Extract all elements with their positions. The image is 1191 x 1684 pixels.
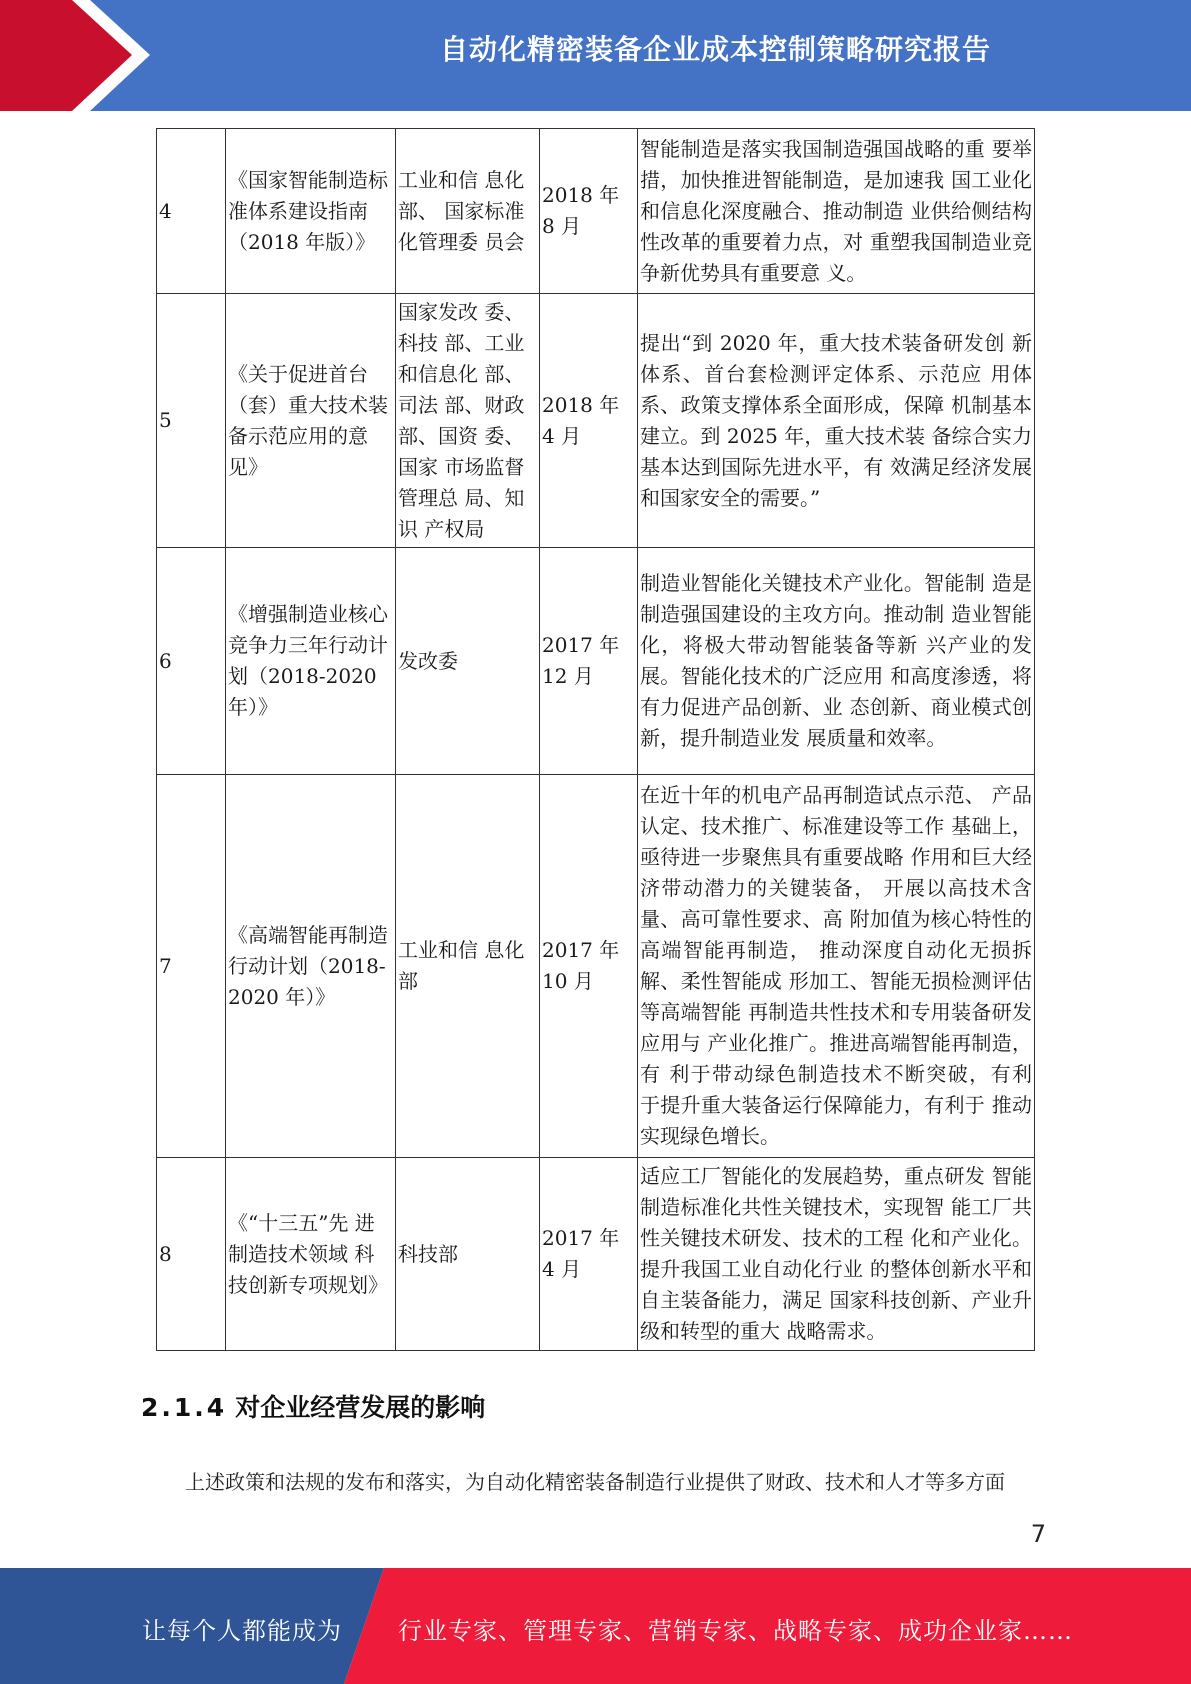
row-number: 8: [157, 1158, 226, 1351]
issue-date: 2017 年 10 月: [540, 775, 638, 1158]
page-number: 7: [1030, 1520, 1046, 1548]
table-row: [157, 1158, 1035, 1351]
policy-description: 制造业智能化关键技术产业化。智能制 造是制造强国建设的主攻方向。推动制 造业智能化，将极大带动智能装备等新 兴产业的发展。智能化技术的广泛应用 和高度渗透，将有力促进产品创新、业 态创新、商业模式创新，提升制造业发 展质量和效率。: [638, 548, 1035, 775]
policy-name: 《高端智能再制造行动计划（2018-2020 年）》: [226, 775, 396, 1158]
section-heading: [141, 1388, 485, 1424]
page-footer: [0, 1568, 1191, 1684]
section-number: 2.1.4: [141, 1393, 228, 1422]
issue-date: 2017 年 12 月: [540, 548, 638, 775]
policy-description: 智能制造是落实我国制造强国战略的重 要举措，加快推进智能制造，是加速我 国工业化和信息化深度融合、推动制造 业供给侧结构性改革的重要着力点，对 重塑我国制造业竞争新优势具有重要意 义。: [638, 129, 1035, 294]
row-number: 7: [157, 775, 226, 1158]
body-paragraph: 上述政策和法规的发布和落实，为自动化精密装备制造行业提供了财政、技术和人才等多方面: [185, 1470, 1005, 1494]
policy-description: 提出“到 2020 年，重大技术装备研发创 新体系、首台套检测评定体系、示范应 用体系、政策支撑体系全面形成，保障 机制基本建立。到 2025 年，重大技术装 备综合实力基本达到国际先进水平，有 效满足经济发展和国家安全的需要。”: [638, 294, 1035, 548]
table-row: [157, 294, 1035, 548]
table-row: [157, 548, 1035, 775]
row-number: 6: [157, 548, 226, 775]
issuing-department: 工业和信 息化部: [396, 775, 540, 1158]
page-header: [0, 0, 1191, 111]
policy-description: 在近十年的机电产品再制造试点示范、 产品认定、技术推广、标准建设等工作 基础上，亟待进一步聚焦具有重要战略 作用和巨大经济带动潜力的关键装备， 开展以高技术含量、高可靠性要求、高 附加值为核心特性的高端智能再制造， 推动深度自动化无损拆解、柔性智能成 形加工、智能无损检测评估等高端智能 再制造共性技术和专用装备研发应用与 产业化推广。推进高端智能再制造，有 利于带动绿色制造技术不断突破，有利 于提升重大装备运行保障能力，有利于 推动实现绿色增长。: [638, 775, 1035, 1158]
issue-date: 2018 年 4 月: [540, 294, 638, 548]
footer-slogan-right: 行业专家、管理专家、营销专家、战略专家、成功企业家……: [398, 1617, 1073, 1645]
issuing-department: 国家发改 委、科技 部、工业和信息化 部、司法 部、财政部、国资 委、国家 市场监督管理总 局、知识 产权局: [396, 294, 540, 548]
issuing-department: 科技部: [396, 1158, 540, 1351]
row-number: 4: [157, 129, 226, 294]
footer-slogan-left: 让每个人都能成为: [142, 1617, 342, 1645]
report-title: 自动化精密装备企业成本控制策略研究报告: [439, 33, 991, 66]
row-number: 5: [157, 294, 226, 548]
policy-name: 《国家智能制造标准体系建设指南（2018 年版）》: [226, 129, 396, 294]
policy-table: [156, 128, 1035, 1351]
policy-name: 《增强制造业核心竞争力三年行动计划（2018-2020 年）》: [226, 548, 396, 775]
issuing-department: 工业和信 息化部、 国家标准化管理委 员会: [396, 129, 540, 294]
issuing-department: 发改委: [396, 548, 540, 775]
table-row: [157, 129, 1035, 294]
policy-name: 《“十三五”先 进制造技术领域 科技创新专项规划》: [226, 1158, 396, 1351]
issue-date: 2018 年 8 月: [540, 129, 638, 294]
section-title: 对企业经营发展的影响: [235, 1393, 486, 1422]
policy-name: 《关于促进首台（套）重大技术装备示范应用的意见》: [226, 294, 396, 548]
table-row: [157, 775, 1035, 1158]
issue-date: 2017 年 4 月: [540, 1158, 638, 1351]
policy-description: 适应工厂智能化的发展趋势，重点研发 智能制造标准化共性关键技术，实现智 能工厂共性关键技术研发、技术的工程 化和产业化。提升我国工业自动化行业 的整体创新水平和自主装备能力，满足 国家科技创新、产业升级和转型的重大 战略需求。: [638, 1158, 1035, 1351]
